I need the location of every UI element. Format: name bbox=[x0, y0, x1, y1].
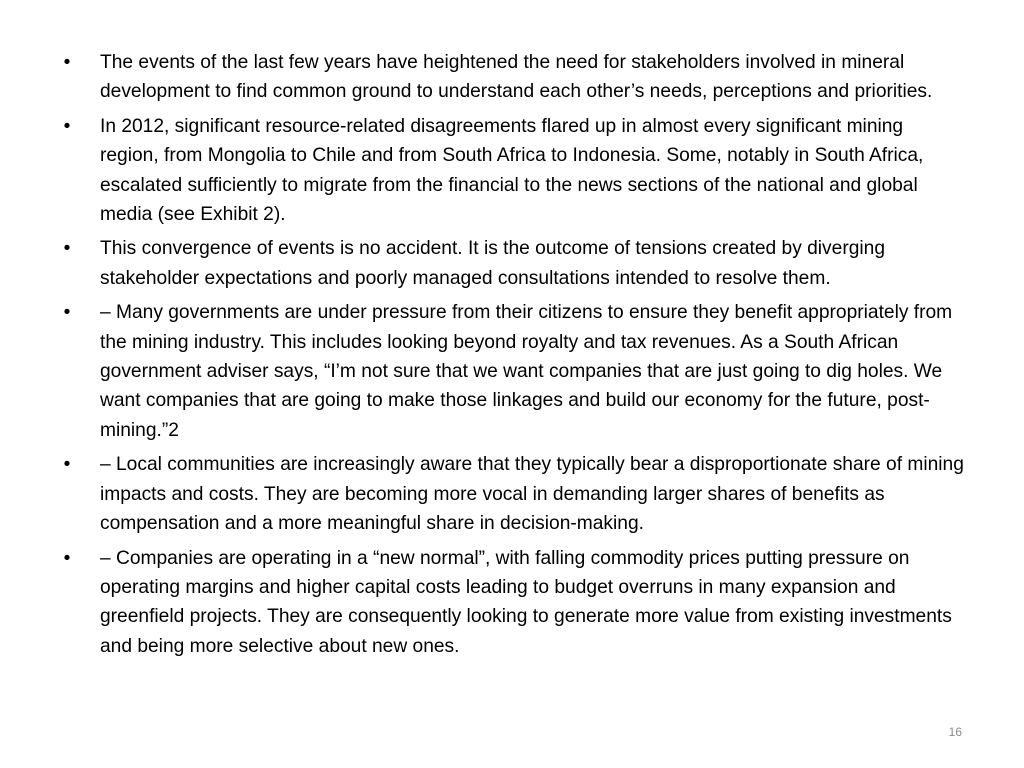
bullet-item bbox=[56, 112, 966, 230]
slide-number: 16 bbox=[948, 725, 962, 739]
bullet-item bbox=[56, 450, 966, 538]
bullet-item bbox=[56, 298, 966, 445]
bullet-list bbox=[56, 48, 966, 666]
bullet-item bbox=[56, 544, 966, 662]
bullet-text: – Many governments are under pressure from their citizens to ensure they benefit appropriately from the mining industry. This includes looking beyond royalty and tax revenues. As a South African government adviser says, “I’m not sure that we want companies that are just going to dig holes. We want companies that are going to make those linkages and build our economy for the future, post-mining.”2 bbox=[100, 302, 953, 441]
bullet-text: This convergence of events is no accident. It is the outcome of tensions created by diverging stakeholder expectations and poorly managed consultations intended to resolve them. bbox=[100, 238, 885, 289]
bullet-text: – Local communities are increasingly aware that they typically bear a disproportionate share of mining impacts and costs. They are becoming more vocal in demanding larger shares of benefits as compensation and a more meaningful share in decision-making. bbox=[100, 454, 964, 535]
bullet-icon: • bbox=[63, 52, 71, 73]
bullet-icon: • bbox=[63, 302, 71, 324]
bullet-icon: • bbox=[63, 115, 71, 137]
bullet-item bbox=[56, 234, 966, 293]
bullet-item bbox=[56, 48, 966, 107]
bullet-icon: • bbox=[63, 238, 71, 260]
bullet-icon: • bbox=[63, 454, 71, 476]
bullet-icon: • bbox=[63, 547, 71, 569]
bullet-text: – Companies are operating in a “new normal”, with falling commodity prices putting pressure on operating margins and higher capital costs leading to budget overruns in many expansion and greenfield projects. They are consequently looking to generate more value from existing investments and being more selective about new ones. bbox=[100, 547, 952, 657]
bullet-text: In 2012, significant resource-related disagreements flared up in almost every significant mining region, from Mongolia to Chile and from South Africa to Indonesia. Some, notably in South Africa, escalated sufficiently to migrate from the financial to the news sections of the national and global media (see Exhibit 2). bbox=[100, 115, 924, 226]
bullet-text: The events of the last few years have heightened the need for stakeholders involved in mineral development to find common ground to understand each other’s needs, perceptions and priorities. bbox=[100, 52, 933, 103]
